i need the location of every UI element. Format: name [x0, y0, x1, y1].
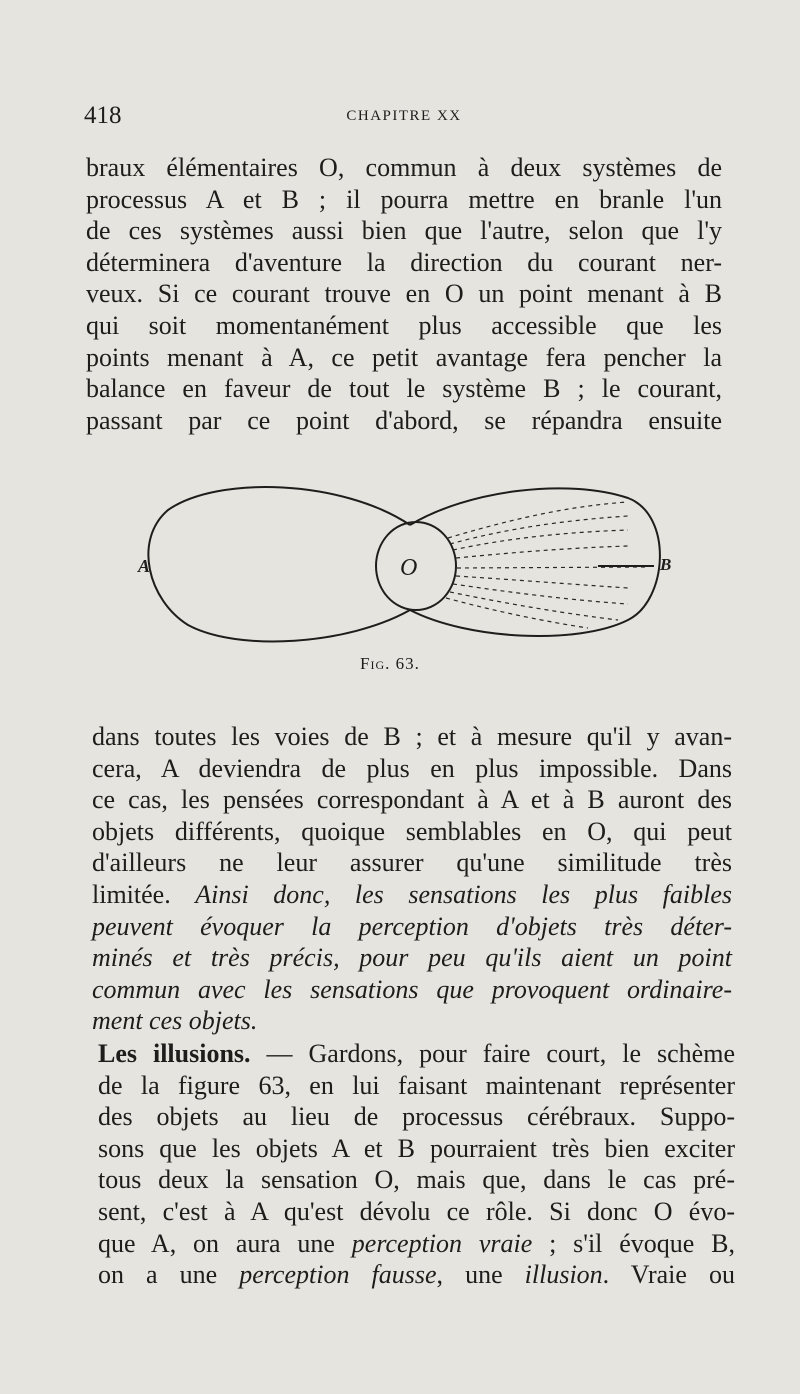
- text-line: ce cas, les pensées correspondant à A et à B auront des: [92, 785, 732, 815]
- label-o: O: [400, 555, 418, 581]
- text-line: de la figure 63, en lui faisant maintenant représenter: [98, 1070, 735, 1100]
- text-line: déterminera d'aventure la direction du courant ner-: [86, 247, 722, 277]
- text-line: des objets au lieu de processus cérébraux. Suppo-: [98, 1102, 735, 1132]
- text-line: [98, 1259, 735, 1291]
- plain-fragment: , une: [436, 1260, 525, 1290]
- text-line: tous deux la sensation O, mais que, dans le cas pré-: [98, 1165, 735, 1195]
- text-line: points menant à A, ce petit avantage fera pencher la: [86, 342, 722, 372]
- dashed-path: [450, 592, 618, 620]
- lobe-b-outline: [410, 488, 660, 636]
- text-line-italic: commun avec les sensations que provoquent ordinaire-: [92, 974, 732, 1004]
- dashed-path: [450, 516, 628, 544]
- italic-fragment: illusion: [524, 1260, 603, 1290]
- text-line: balance en faveur de tout le système B ; le courant,: [86, 374, 722, 404]
- text-line: passant par ce point d'abord, se répandra ensuite: [86, 405, 722, 435]
- plain-fragment: — Gardons, pour faire court, le schème: [250, 1039, 735, 1068]
- dashed-path: [457, 567, 648, 568]
- plain-fragment: ; s'il évoque B,: [532, 1228, 735, 1258]
- page-header: [84, 102, 724, 134]
- dashed-path: [446, 598, 588, 628]
- plain-fragment: limitée.: [92, 879, 196, 909]
- label-b: B: [660, 555, 672, 574]
- label-a: A: [138, 556, 151, 576]
- page-number: 418: [84, 102, 122, 129]
- dashed-path: [453, 584, 628, 604]
- dashed-path: [456, 576, 628, 588]
- text-line: de ces systèmes aussi bien que l'autre, selon que l'y: [86, 216, 722, 246]
- italic-fragment: perception fausse: [239, 1260, 437, 1290]
- plain-fragment: . Vraie ou: [602, 1260, 735, 1290]
- italic-fragment: Ainsi donc, les sensations les plus faibles: [195, 879, 733, 909]
- text-line: veux. Si ce courant trouve en O un point menant à B: [86, 279, 722, 309]
- text-line-italic: ment ces objets.: [92, 1006, 258, 1036]
- plain-fragment: que A, on aura une: [98, 1228, 352, 1258]
- text-line: processus A et B ; il pourra mettre en branle l'un: [86, 184, 722, 214]
- text-line: [92, 879, 732, 911]
- text-line: objets différents, quoique semblables en O, qui peut: [92, 816, 732, 846]
- figure-63-diagram: [128, 480, 688, 648]
- figure-caption: Fig. 63.: [360, 654, 420, 673]
- paragraph-2: [92, 721, 732, 1037]
- italic-fragment: perception vraie: [351, 1228, 533, 1258]
- text-line-italic: minés et très précis, pour peu qu'ils aient un point: [92, 943, 732, 973]
- lobe-a-outline: [148, 487, 410, 641]
- dashed-path: [448, 502, 628, 538]
- text-line-italic: peuvent évoquer la perception d'objets très déter-: [92, 911, 732, 941]
- text-line: sent, c'est à A qu'est dévolu ce rôle. Si donc O évo-: [98, 1196, 735, 1226]
- text-line: sons que les objets A et B pourraient très bien exciter: [98, 1133, 735, 1163]
- running-title: CHAPITRE XX: [346, 108, 462, 124]
- text-line: braux élémentaires O, commun à deux systèmes de: [86, 153, 722, 182]
- text-line: cera, A deviendra de plus en plus impossible. Dans: [92, 753, 732, 783]
- text-line: [98, 1038, 735, 1070]
- text-line: d'ailleurs ne leur assurer qu'une similitude très: [92, 848, 732, 878]
- plain-fragment: on a une: [98, 1260, 240, 1290]
- paragraph-3: [98, 1038, 735, 1291]
- text-line: dans toutes les voies de B ; et à mesure qu'il y avan-: [92, 722, 732, 751]
- text-line: [98, 1228, 735, 1260]
- paragraph-1: [86, 152, 722, 436]
- text-line: qui soit momentanément plus accessible que les: [86, 310, 722, 340]
- section-heading: Les illusions.: [98, 1039, 251, 1068]
- dashed-path: [456, 546, 628, 558]
